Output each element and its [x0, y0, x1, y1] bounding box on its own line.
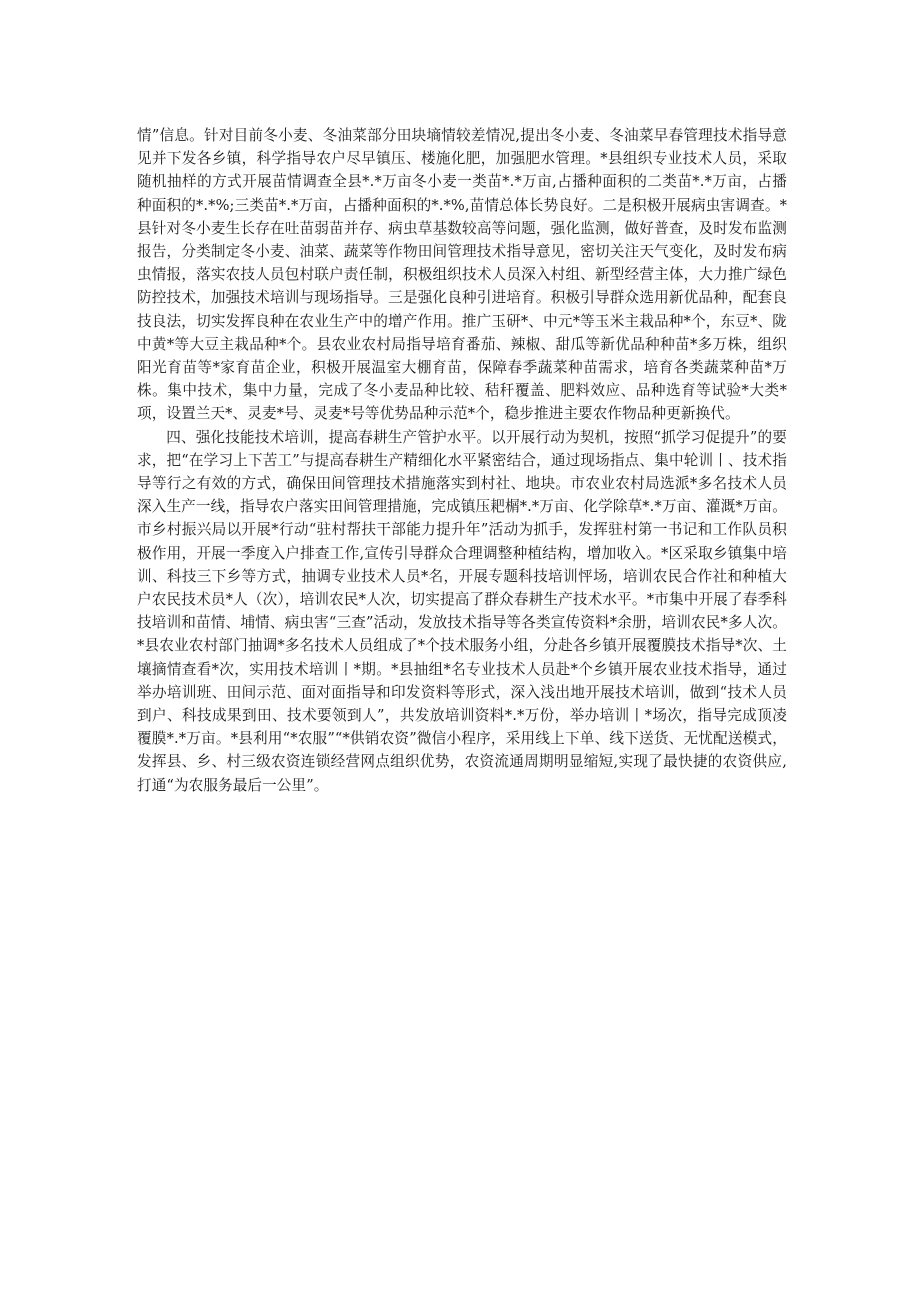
body-text [137, 124, 787, 797]
paragraph-section-four: 四、强化技能技术培训，提高春耕生产管护水平。以开展行动为契机，按照“抓学习促提升”的要求，把“在学习上下苦工”与提高春耕生产精细化水平紧密结合，通过现场指点、集中轮训丨、技术指导等行之有效的方式，确保田间管理技术措施落实到村社、地块。市农业农村局选派*多名技术人员深入生产一线，指导农户落实田间管理措施，完成镇压耙榍*.*万亩、化学除草*.*万亩、灌溉*万亩。市乡村振兴局以开展*行动“驻村帮扶干部能力提升年”活动为抓手，发挥驻村第一书记和工作队员积极作用，开展一季度入户排查工作,宣传引导群众合理调整种植结构，增加收入。*区采取乡镇集中培训、科技三下乡等方式，抽调专业技术人员*名，开展专题科技培训怦场，培训农民合作社和种植大户农民技术员*人（次），培训农民*人次，切实提高了群众春耕生产技术水平。*市集中开展了春季科技培训和苗情、埔情、病虫害“三查”活动，发放技术指导等各类宣传资料*余册，培训农民*多人次。*县农业农村部门抽调*多名技术人员组成了*个技术服务小组，分赴各乡镇开展覆膜技术指导*次、土壤摘情查看*次，实用技术培训丨*期。*县抽组*名专业技术人员赴*个乡镇开展农业技术指导，通过举办培训班、田间示范、面对面指导和印发资料等形式，深入浅出地开展技术培训，做到“技术人员到户、科技成果到田、技术要领到人”，共发放培训资料*.*万份，举办培训丨*场次，指导完成顶凌覆膜*.*万亩。*县利用“*农服”“*供销农资”微信小程序，采用线上下单、线下送货、无忧配送模式，发挥县、乡、村三级农资连锁经营网点组织优势，农资流通周期明显缩短,实现了最快捷的农资供应,打通“为农服务最后一公里”。 [137, 428, 787, 794]
paragraph-continuation: 情”信息。针对目前冬小麦、冬油菜部分田块墒情较差情况,提出冬小麦、冬油菜早春管理技术指导意见并下发各乡镇，科学指导农户尽早镇压、楼施化肥，加强肥水管理。*县组织专业技术人员，采取随机抽样的方式开展苗情调查全县*.*万亩冬小麦一类苗*.*万亩,占播种面积的二类苗*.*万亩，占播种面积的*.*%;三类苗*.*万亩，占播种面积的*.*%,苗情总体长势良好。二是积极开展病虫害调查。*县针对冬小麦生长存在吐苗弱苗并存、病虫草基数较高等问题，强化监测，做好普查，及时发布监测报告，分类制定冬小麦、油菜、蔬菜等作物田间管理技术指导意见，密切关注天气变化，及时发布病虫情报，落实农技人员包村联户责任制，积极组织技术人员深入村组、新型经营主体，大力推广绿色防控技术，加强技术培训与现场指导。三是强化良种引进培育。积极引导群众选用新优品种，配套良技良法，切实发挥良种在农业生产中的增产作用。推广玉研*、中元*等玉米主栽品种*个，东豆*、陇中黄*等大豆主栽品种*个。县农业农村局指导培育番茄、辣椒、甜瓜等新优品种种苗*多万株，组织阳光育苗等*家育苗企业，积极开展温室大棚育苗，保障春季蔬菜种苗需求，培育各类蔬菜种苗*万株。集中技术，集中力量，完成了冬小麦品种比较、秸秆覆盖、肥料效应、品种选育等试验*大类*项，设置兰天*、灵麦*号、灵麦*号等优势品种示范*个，稳步推进主要农作物品种更新换代。 [137, 127, 787, 423]
